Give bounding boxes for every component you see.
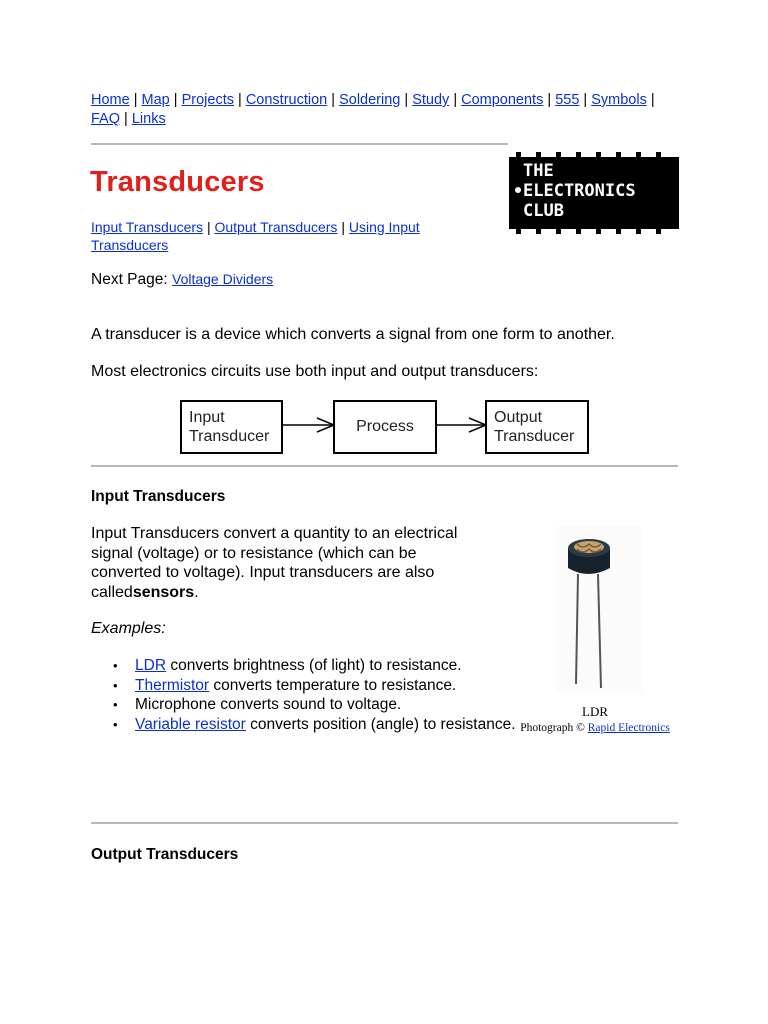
nav-separator: | bbox=[453, 92, 458, 108]
list-item: • Variable resistor converts position (angle) to resistance. bbox=[135, 715, 555, 735]
process-box-label: Process bbox=[356, 418, 414, 435]
page-title: Transducers bbox=[90, 166, 265, 198]
output-transducers-link[interactable]: Output Transducers bbox=[214, 219, 338, 235]
nav-555-link[interactable]: 555 bbox=[555, 92, 580, 108]
ldr-photo bbox=[556, 526, 642, 692]
nav-study-link[interactable]: Study bbox=[412, 92, 450, 108]
svg-text:CLUB: CLUB bbox=[523, 201, 564, 221]
rapid-electronics-link[interactable]: Rapid Electronics bbox=[587, 722, 670, 734]
variable-resistor-link[interactable]: Variable resistor bbox=[135, 715, 246, 733]
nav-separator: | bbox=[583, 92, 588, 108]
section-divider bbox=[91, 465, 678, 467]
output-transducers-heading: Output Transducers bbox=[91, 846, 239, 863]
section-link-separator: | bbox=[206, 219, 211, 235]
electronics-club-logo bbox=[509, 152, 679, 234]
nav-separator: | bbox=[650, 92, 655, 108]
nav-separator: | bbox=[173, 92, 178, 108]
intro-paragraph-2: Most electronics circuits use both input and output transducers: bbox=[91, 363, 539, 380]
nav-symbols-link[interactable]: Symbols bbox=[591, 92, 647, 108]
intro-paragraph: A transducer is a device which converts a signal from one form to another. bbox=[91, 326, 615, 343]
voltage-dividers-link[interactable]: Voltage Dividers bbox=[172, 271, 274, 287]
list-item: • Microphone converts sound to voltage. bbox=[135, 695, 555, 715]
examples-label: Examples: bbox=[91, 620, 166, 637]
header-divider bbox=[91, 143, 508, 145]
nav-home-link[interactable]: Home bbox=[91, 92, 130, 108]
list-item: • Thermistor converts temperature to resistance. bbox=[135, 676, 555, 696]
nav-components-link[interactable]: Components bbox=[461, 92, 544, 108]
ldr-link[interactable]: LDR bbox=[135, 657, 167, 674]
input-transducers-description: Input Transducers convert a quantity to an electrical signal (voltage) or to resistance (which can be converted to voltage). Input transducers are also calledsensors. bbox=[91, 525, 458, 601]
output-transducer-box bbox=[485, 400, 589, 454]
nav-faq-link[interactable]: FAQ bbox=[91, 111, 121, 127]
nav-separator: | bbox=[331, 92, 336, 108]
next-page bbox=[91, 271, 273, 289]
top-navigation bbox=[91, 91, 683, 129]
input-transducer-box bbox=[180, 400, 283, 454]
nav-map-link[interactable]: Map bbox=[141, 92, 170, 108]
photo-credit: Photograph © Rapid Electronics bbox=[520, 722, 670, 734]
caption-title: LDR bbox=[582, 704, 608, 719]
output-box-label: Output bbox=[494, 409, 543, 426]
nav-projects-link[interactable]: Projects bbox=[181, 92, 234, 108]
section-link-separator: | bbox=[341, 219, 345, 235]
nav-separator: | bbox=[238, 92, 242, 108]
nav-construction-link[interactable]: Construction bbox=[245, 92, 328, 108]
process-box bbox=[333, 400, 437, 454]
section-divider bbox=[91, 822, 678, 824]
list-item: • LDR converts brightness (of light) to resistance. bbox=[135, 656, 555, 676]
next-page-label: Next Page: bbox=[91, 271, 168, 288]
input-box-label: Input bbox=[189, 409, 225, 426]
nav-separator: | bbox=[124, 111, 128, 127]
input-transducers-link[interactable]: Input Transducers bbox=[91, 219, 204, 235]
nav-separator: | bbox=[404, 92, 409, 108]
input-box-label-2: Transducer bbox=[189, 428, 270, 445]
nav-separator: | bbox=[547, 92, 552, 108]
arrow-right-icon bbox=[281, 417, 337, 433]
using-input-transducers-link[interactable]: Using Input Transducers bbox=[91, 219, 420, 253]
nav-separator: | bbox=[133, 92, 138, 108]
thermistor-link[interactable]: Thermistor bbox=[135, 676, 210, 694]
output-box-label-2: Transducer bbox=[494, 428, 575, 445]
transducer-block-diagram bbox=[178, 397, 590, 455]
photo-caption bbox=[505, 704, 685, 736]
input-transducers-heading: Input Transducers bbox=[91, 488, 226, 505]
nav-links-link[interactable]: Links bbox=[131, 111, 166, 127]
svg-text:ELECTRONICS: ELECTRONICS bbox=[523, 181, 636, 201]
arrow-right-icon bbox=[437, 417, 489, 433]
section-links bbox=[91, 218, 461, 254]
examples-list bbox=[91, 656, 555, 734]
svg-text:THE: THE bbox=[523, 161, 554, 181]
sensors-term: sensors bbox=[132, 583, 195, 601]
nav-soldering-link[interactable]: Soldering bbox=[339, 92, 401, 108]
